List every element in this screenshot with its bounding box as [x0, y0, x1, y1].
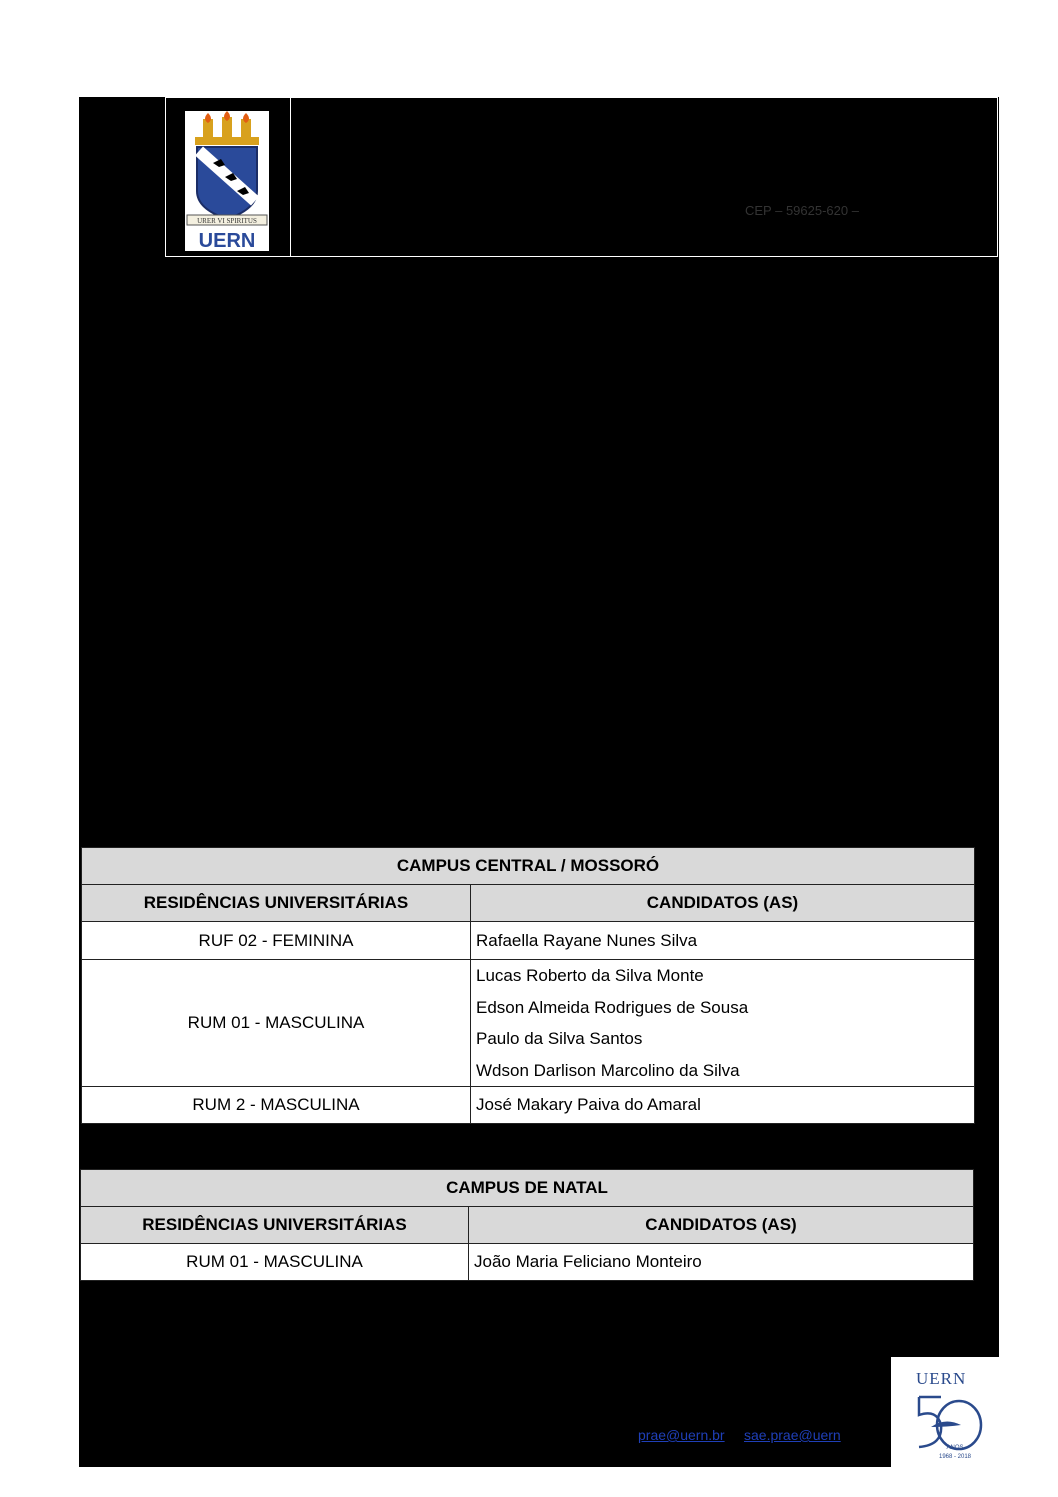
column-header-residencias: RESIDÊNCIAS UNIVERSITÁRIAS: [82, 885, 471, 922]
table-row: [82, 960, 975, 1087]
logo-cell: [166, 98, 291, 256]
email-link-prae[interactable]: prae@uern.br: [638, 1427, 725, 1443]
cep-text: CEP – 59625-620 –: [745, 203, 859, 218]
residencia-cell: RUF 02 - FEMININA: [82, 922, 471, 960]
letterhead: [165, 97, 998, 257]
candidatos-list-cell: [471, 960, 975, 1087]
candidato-name: Paulo da Silva Santos: [476, 1029, 643, 1048]
candidato-cell: João Maria Feliciano Monteiro: [469, 1244, 974, 1281]
table-row: [82, 922, 975, 960]
svg-text:ANOS: ANOS: [946, 1445, 964, 1451]
anniversary-50-icon: [891, 1357, 999, 1467]
campus-title: CAMPUS CENTRAL / MOSSORÓ: [82, 848, 975, 885]
column-header-residencias: RESIDÊNCIAS UNIVERSITÁRIAS: [81, 1207, 469, 1244]
svg-text:UERN: UERN: [198, 230, 256, 251]
uern-50-anos-logo: [891, 1357, 999, 1467]
candidato-name: Edson Almeida Rodrigues de Sousa: [476, 997, 749, 1017]
footer-logo-text: UERN: [916, 1369, 967, 1388]
candidato-name: Lucas Roberto da Silva Monte: [476, 966, 704, 985]
residencia-cell: RUM 2 - MASCULINA: [82, 1087, 471, 1124]
email-link-sae-prae[interactable]: sae.prae@uern: [744, 1427, 841, 1443]
svg-text:1968 - 2018: 1968 - 2018: [938, 1454, 972, 1460]
candidato-name: Wdson Darlison Marcolino da Silva: [476, 1060, 740, 1080]
campus-title: CAMPUS DE NATAL: [81, 1170, 974, 1207]
table-row: [81, 1244, 974, 1281]
table-campus-natal: [80, 1169, 974, 1281]
residencia-cell: RUM 01 - MASCULINA: [82, 960, 471, 1087]
table-row: [82, 1087, 975, 1124]
table-campus-central: [81, 847, 975, 1124]
column-header-candidatos: CANDIDATOS (AS): [471, 885, 975, 922]
svg-text:URER VI SPIRITUS: URER VI SPIRITUS: [197, 217, 257, 225]
residencia-cell: RUM 01 - MASCULINA: [81, 1244, 469, 1281]
uern-crest-logo: [185, 111, 269, 251]
crest-icon: [185, 111, 269, 251]
candidato-cell: Rafaella Rayane Nunes Silva: [471, 922, 975, 960]
candidato-cell: José Makary Paiva do Amaral: [471, 1087, 975, 1124]
column-header-candidatos: CANDIDATOS (AS): [469, 1207, 974, 1244]
